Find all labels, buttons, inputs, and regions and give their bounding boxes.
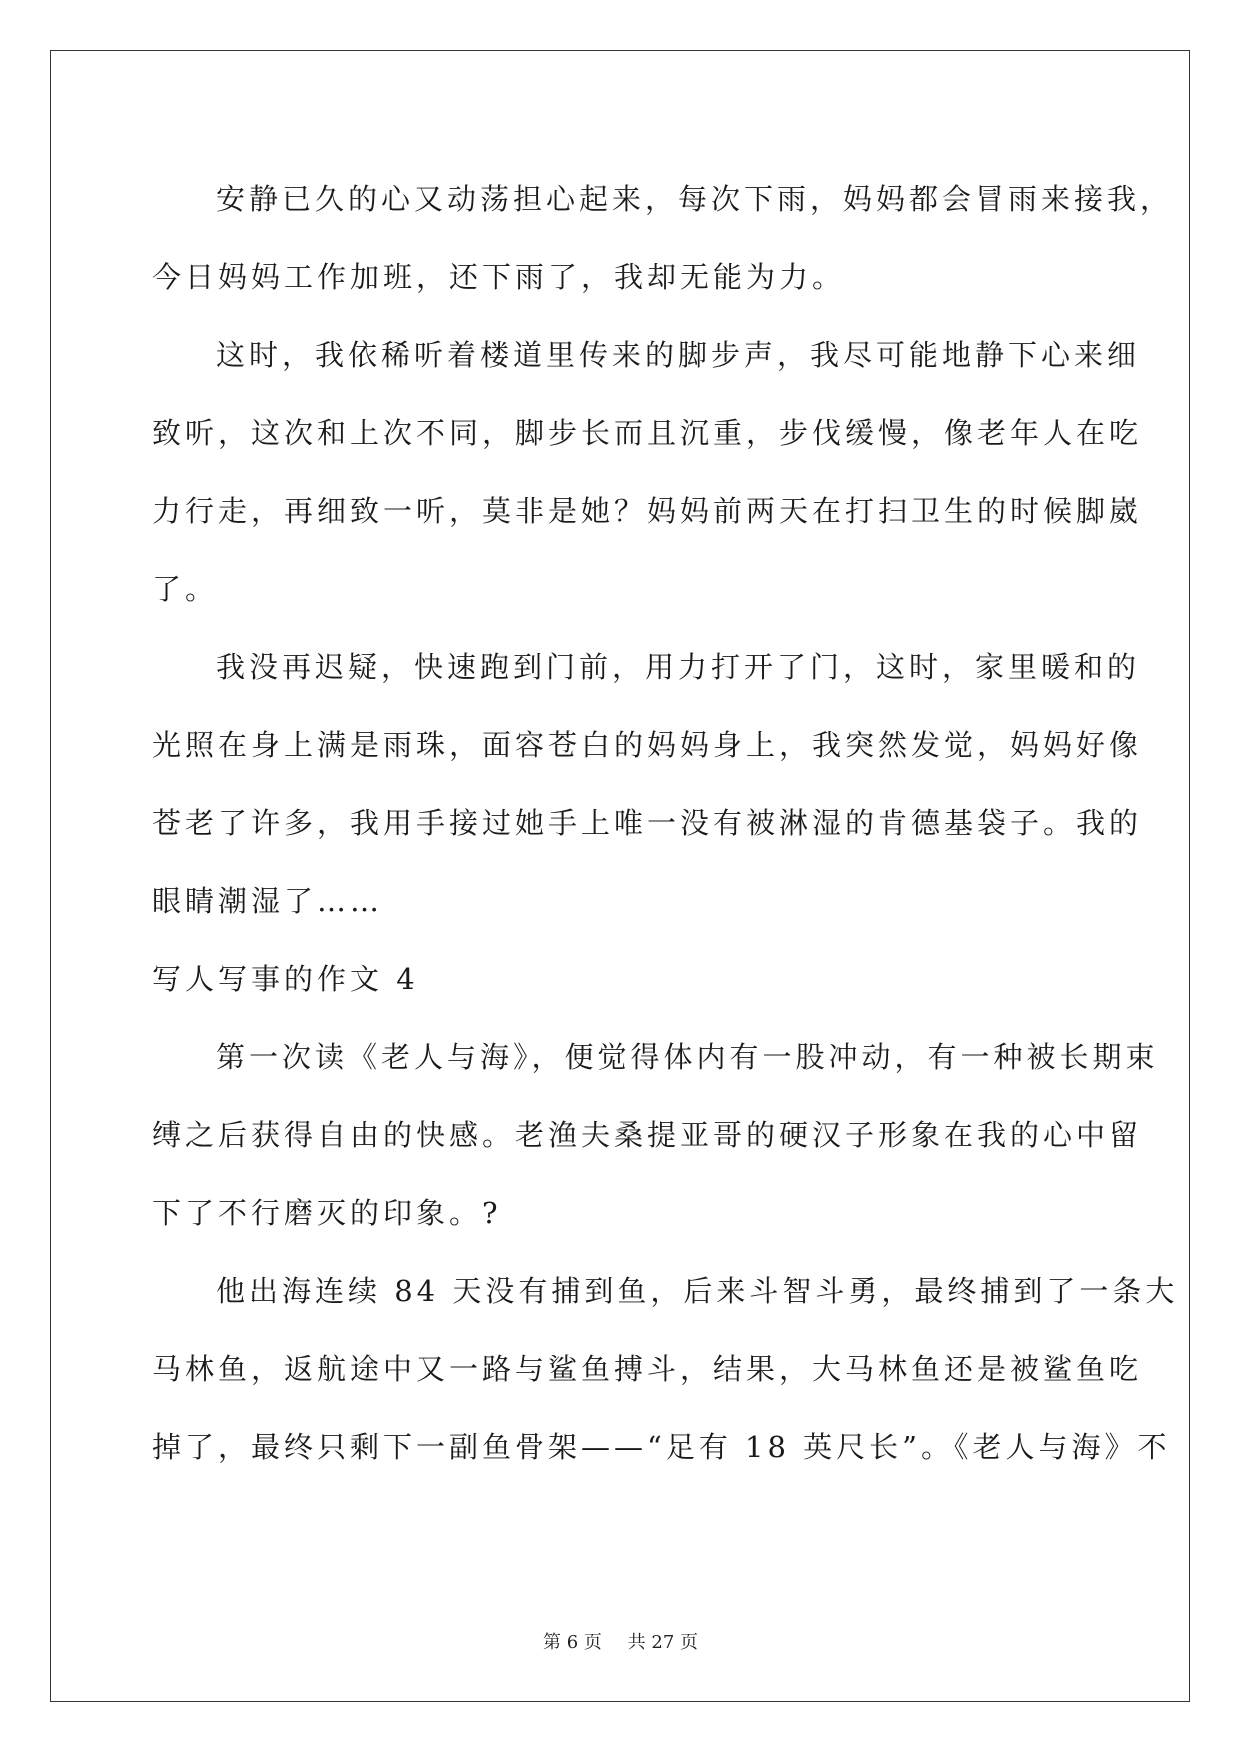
page-footer	[0, 1628, 1241, 1654]
text-line: 力行走，再细致一听，莫非是她？妈妈前两天在打扫卫生的时候脚崴	[152, 494, 1143, 528]
text-line: 下了不行磨灭的印象。?	[152, 1196, 502, 1230]
text-line: 光照在身上满是雨珠，面容苍白的妈妈身上，我突然发觉，妈妈好像	[152, 728, 1143, 762]
text-line: 这时，我依稀听着楼道里传来的脚步声，我尽可能地静下心来细	[216, 338, 1141, 372]
document-body	[152, 160, 1179, 1486]
page-total: 共 27 页	[627, 1632, 698, 1653]
text-line: 马林鱼，返航途中又一路与鲨鱼搏斗，结果，大马林鱼还是被鲨鱼吃	[152, 1352, 1143, 1386]
text-line: 我没再迟疑，快速跑到门前，用力打开了门，这时，家里暖和的	[216, 650, 1141, 684]
text-line: 今日妈妈工作加班，还下雨了，我却无能为力。	[152, 260, 846, 294]
text-line: 眼睛潮湿了……	[152, 884, 384, 918]
text-line: 掉了，最终只剩下一副鱼骨架——“足有 18 英尺长”。《老人与海》不	[152, 1430, 1171, 1464]
text-line: 苍老了许多，我用手接过她手上唯一没有被淋湿的肯德基袋子。我的	[152, 806, 1143, 840]
text-line: 缚之后获得自由的快感。老渔夫桑提亚哥的硬汉子形象在我的心中留	[152, 1118, 1143, 1152]
text-line: 安静已久的心又动荡担心起来，每次下雨，妈妈都会冒雨来接我，	[216, 182, 1174, 216]
text-line: 第一次读《老人与海》，便觉得体内有一股冲动，有一种被长期束	[216, 1040, 1159, 1074]
text-line: 他出海连续 84 天没有捕到鱼，后来斗智斗勇，最终捕到了一条大	[216, 1274, 1179, 1308]
page-number: 第 6 页	[543, 1632, 602, 1653]
text-line: 了。	[152, 572, 219, 606]
section-heading: 写人写事的作文 4	[152, 962, 419, 996]
text-line: 致听，这次和上次不同，脚步长而且沉重，步伐缓慢，像老年人在吃	[152, 416, 1143, 450]
